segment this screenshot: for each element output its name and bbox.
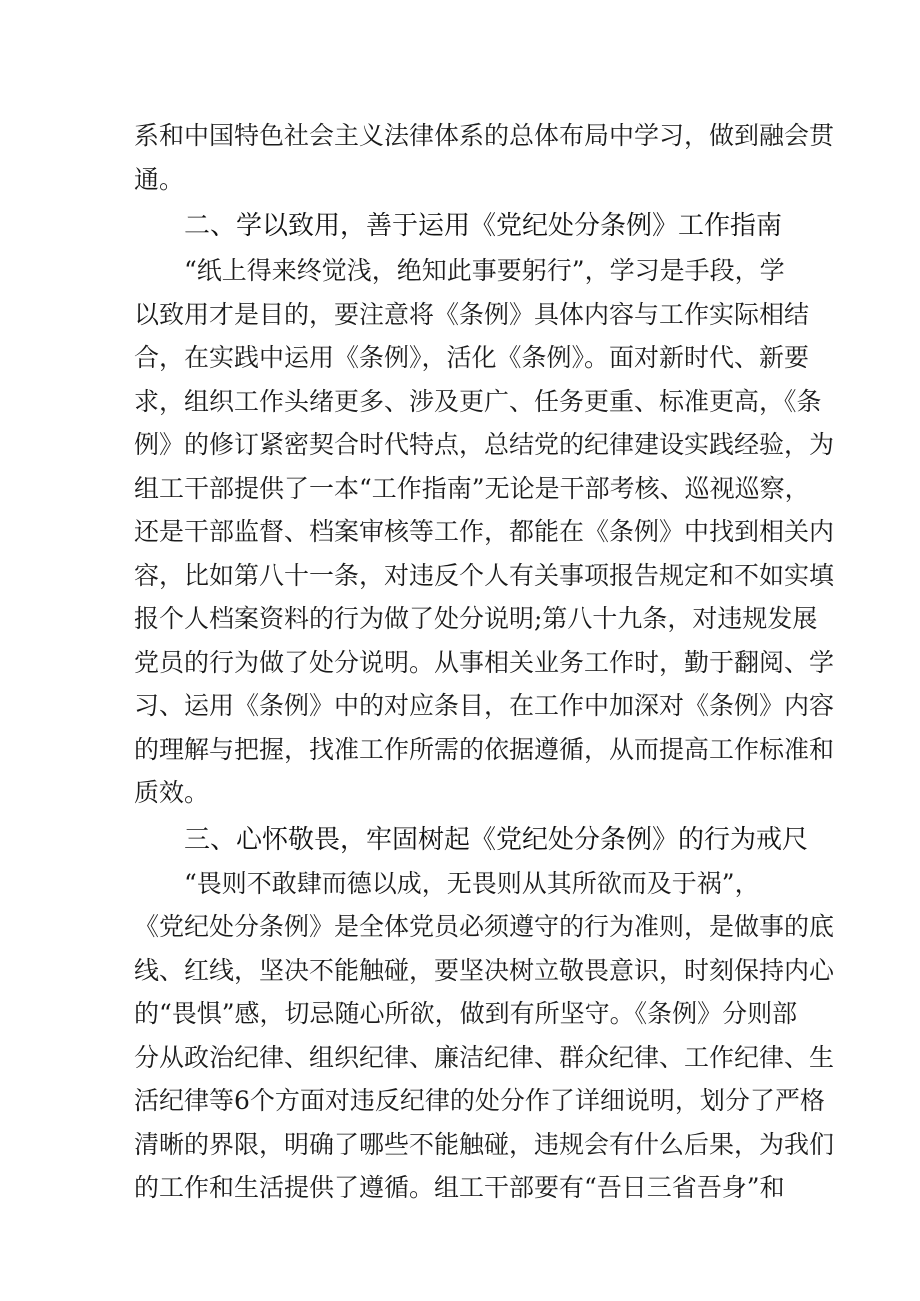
text-line: 《党纪处分条例》是全体党员必须遵守的行为准则，是做事的底 (134, 912, 835, 941)
text-line: 质效。 (134, 778, 210, 807)
text-line: 习、运用《条例》中的对应条目，在工作中加深对《条例》内容 (134, 691, 835, 720)
text-line: 的“畏惧”感，切忌随心所欲，做到有所坚守。《条例》分则部 (134, 999, 798, 1028)
text-line: “纸上得来终觉浅，绝知此事要躬行”，学习是手段，学 (184, 256, 785, 285)
text-line: 报个人档案资料的行为做了处分说明;第八十九条，对违规发展 (134, 604, 818, 633)
text-line: 线、红线，坚决不能触碰，要坚决树立敬畏意识，时刻保持内心 (134, 956, 835, 985)
text-line: 的理解与把握，找准工作所需的依据遵循，从而提高工作标准和 (134, 735, 835, 764)
text-line: 活纪律等6个方面对违反纪律的处分作了详细说明，划分了严格 (134, 1086, 825, 1115)
text-line: “畏则不敢肆而德以成，无畏则从其所欲而及于祸”， (184, 869, 760, 898)
section-heading-3: 三、心怀敬畏，牢固树起《党纪处分条例》的行为戒尺 (184, 825, 809, 855)
text-line: 组工干部提供了一本“工作指南”无论是干部考核、巡视巡察， (134, 474, 810, 503)
text-line: 的工作和生活提供了遵循。组工干部要有“吾日三省吾身”和 (134, 1173, 785, 1202)
text-line: 通。 (134, 165, 185, 194)
text-line: 例》的修订紧密契合时代特点，总结党的纪律建设实践经验，为 (134, 430, 835, 459)
text-line: 合，在实践中运用《条例》，活化《条例》。面对新时代、新要 (134, 343, 810, 372)
text-line: 系和中国特色社会主义法律体系的总体布局中学习，做到融会贯 (134, 121, 835, 150)
text-line: 容，比如第八十一条，对违反个人有关事项报告规定和不如实填 (134, 561, 835, 590)
section-heading-2: 二、学以致用，善于运用《党纪处分条例》工作指南 (184, 211, 783, 241)
text-line: 党员的行为做了处分说明。从事相关业务工作时，勤于翻阅、学 (134, 648, 835, 677)
text-line: 求，组织工作头绪更多、涉及更广、任务更重、标准更高，《条 (134, 387, 822, 416)
text-line: 分从政治纪律、组织纪律、廉洁纪律、群众纪律、工作纪律、生 (134, 1043, 835, 1072)
text-line: 以致用才是目的，要注意将《条例》具体内容与工作实际相结 (134, 300, 810, 329)
text-line: 还是干部监督、档案审核等工作，都能在《条例》中找到相关内 (134, 517, 835, 546)
text-line: 清晰的界限，明确了哪些不能触碰，违规会有什么后果，为我们 (134, 1130, 835, 1159)
